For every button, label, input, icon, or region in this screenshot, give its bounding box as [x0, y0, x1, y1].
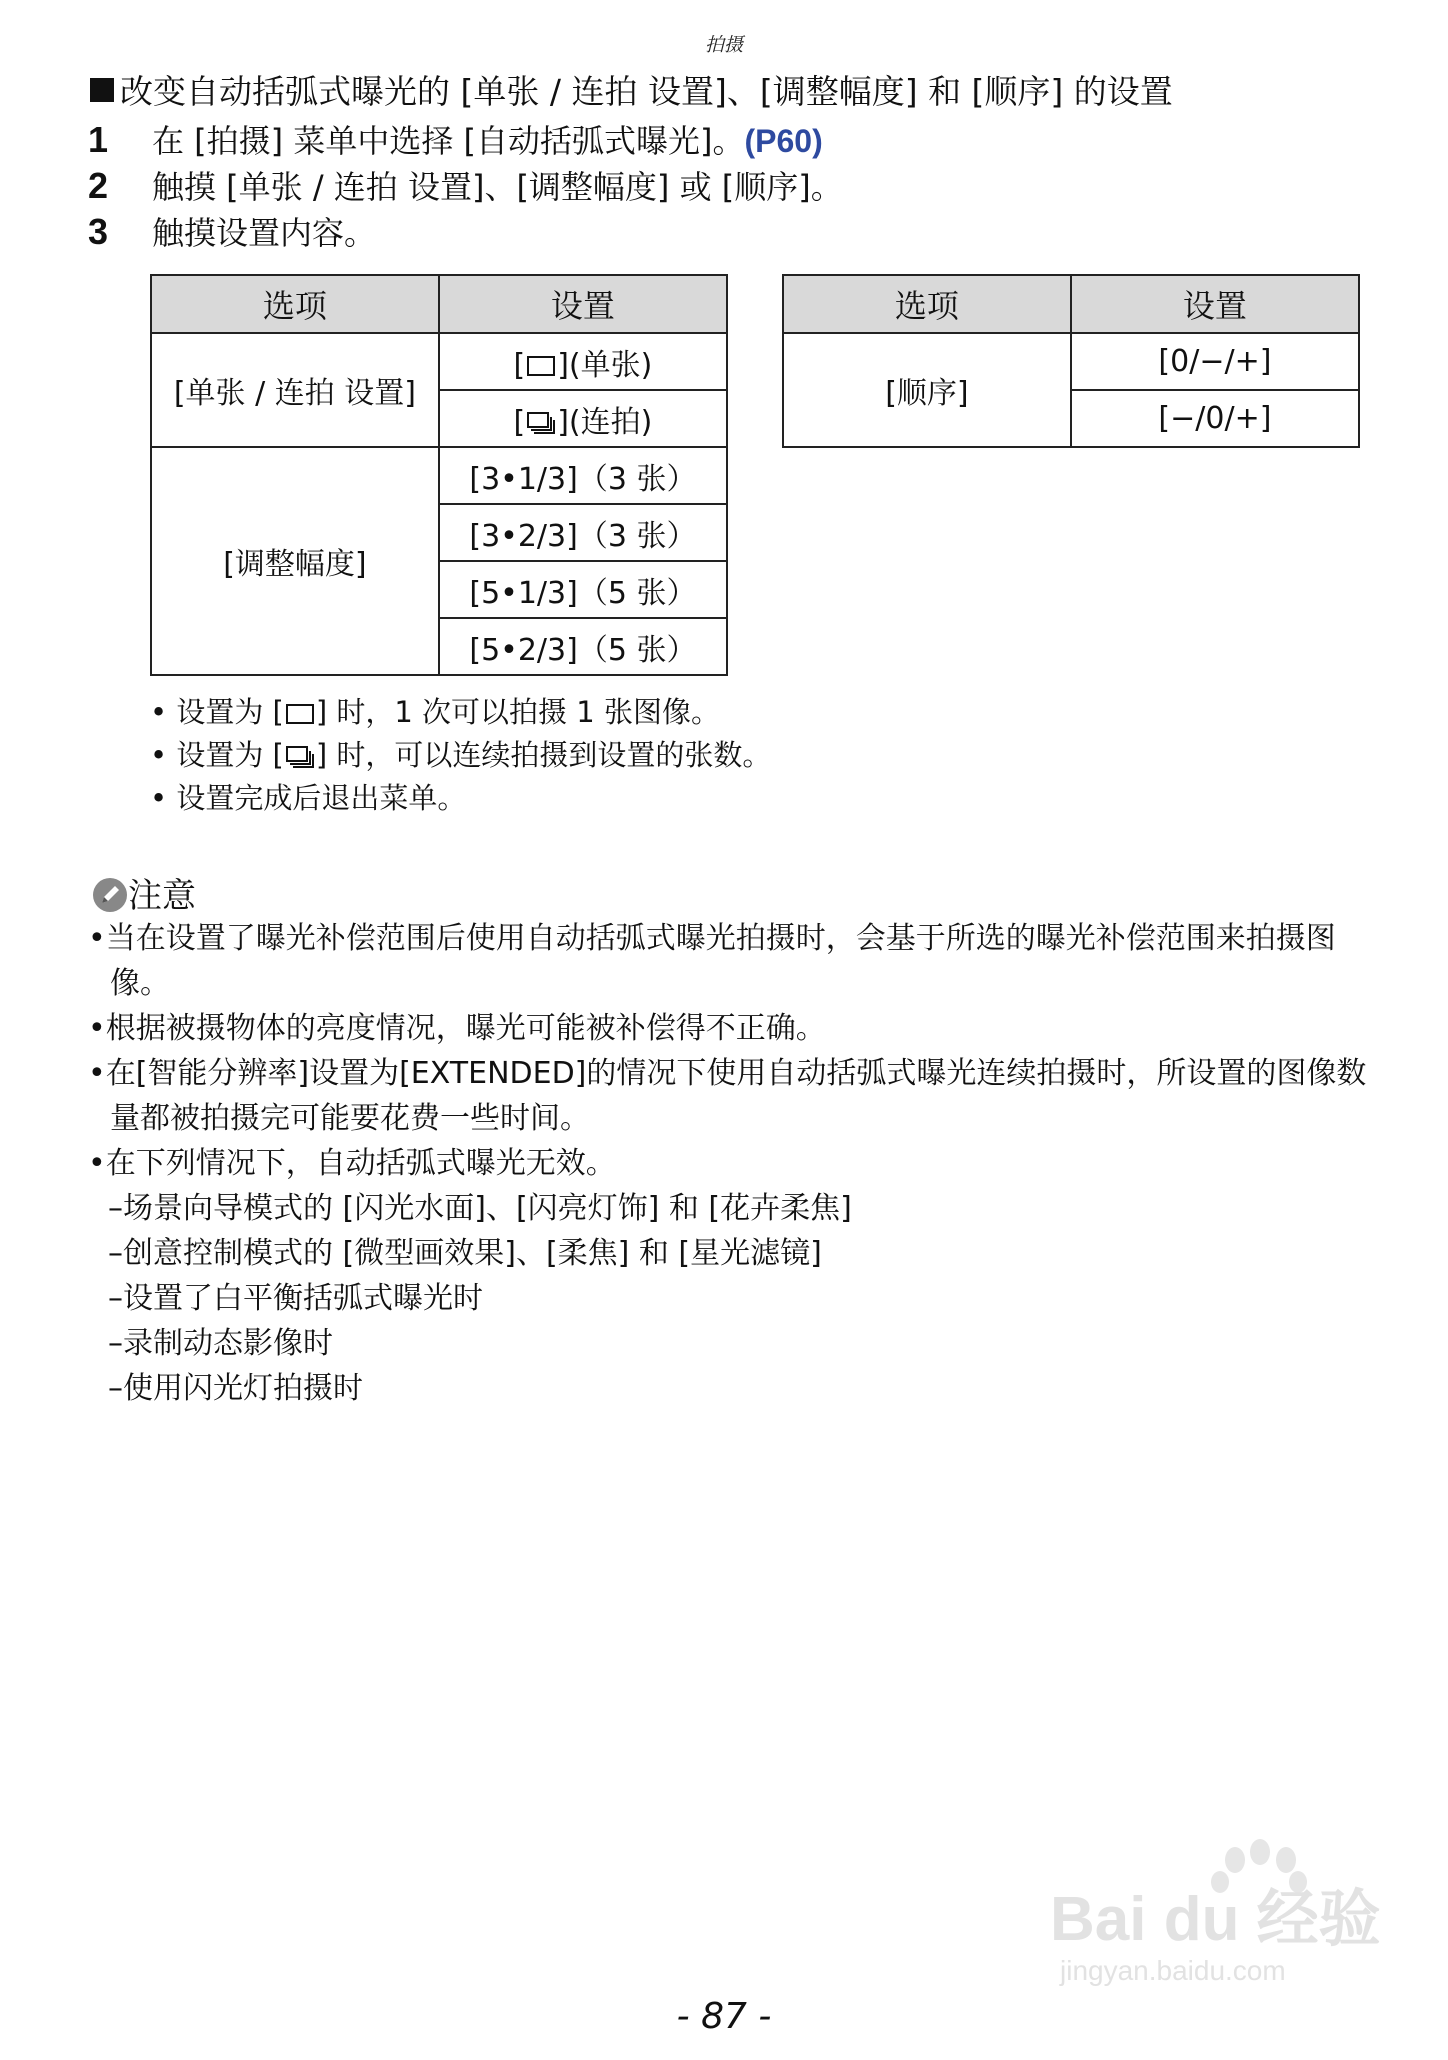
baidu-paw-logo-icon — [1040, 1830, 1380, 1990]
table-row — [783, 333, 1359, 390]
baidu-watermark — [1040, 1830, 1380, 1994]
table-header-setting: 设置 — [1071, 275, 1359, 333]
list-item: •在[智能分辨率]设置为[EXTENDED]的情况下使用自动括弧式曝光连续拍摄时，所设置的图像数量都被拍摄完可能要花费一些时间。 — [88, 1056, 1367, 1136]
settings-table-right — [782, 274, 1360, 448]
running-head: 拍摄 — [704, 34, 743, 56]
step-3 — [88, 208, 376, 254]
setting-cell: [ ](单张) — [439, 333, 727, 390]
tip-text: • 设置为 [ — [150, 695, 284, 729]
table-row — [151, 333, 727, 390]
step-text: 在 [拍摄] 菜单中选择 [自动括弧式曝光]。 — [152, 122, 745, 160]
step-text: 触摸 [单张 / 连拍 设置]、[调整幅度] 或 [顺序]。 — [152, 168, 843, 206]
table-row — [151, 447, 727, 504]
single-shot-icon — [527, 356, 555, 376]
list-item — [150, 734, 771, 777]
single-shot-icon — [286, 704, 314, 724]
list-item: •当在设置了曝光补偿范围后使用自动括弧式曝光拍摄时，会基于所选的曝光补偿范围来拍摄图像。 — [88, 921, 1336, 1001]
notes-list — [88, 916, 1388, 1411]
tips-list — [150, 691, 771, 820]
list-item: •在下列情况下，自动括弧式曝光无效。 — [88, 1146, 616, 1181]
section-title-text: 改变自动括弧式曝光的 [单张 / 连拍 设置]、[调整幅度] 和 [顺序] 的设置 — [120, 72, 1173, 111]
step-number: 2 — [88, 165, 109, 206]
svg-text:jingyan.baidu.com: jingyan.baidu.com — [1060, 1955, 1286, 1986]
list-item — [150, 691, 771, 734]
pencil-note-icon — [92, 877, 128, 913]
burst-shot-icon — [286, 746, 314, 768]
setting-cell: [0/−/+] — [1071, 333, 1359, 390]
step-text: 触摸设置内容。 — [152, 214, 377, 252]
sub-list-item: –设置了白平衡括弧式曝光时 — [108, 1281, 483, 1316]
step-number: 3 — [88, 211, 109, 252]
page-reference-link[interactable]: (P60) — [744, 123, 823, 159]
square-bullet-icon — [90, 78, 114, 102]
sub-list-item: –场景向导模式的 [闪光水面]、[闪亮灯饰] 和 [花卉柔焦] — [108, 1191, 852, 1226]
step-number: 1 — [88, 119, 109, 160]
setting-cell: [3•2/3]（3 张） — [439, 504, 727, 561]
step-1 — [88, 116, 823, 162]
section-title — [90, 66, 1173, 113]
table-header-option: 选项 — [151, 275, 439, 333]
sub-list-item: –使用闪光灯拍摄时 — [108, 1371, 363, 1406]
sub-list-item: –创意控制模式的 [微型画效果]、[柔焦] 和 [星光滤镜] — [108, 1236, 822, 1271]
notes-heading-text: 注意 — [128, 876, 196, 916]
setting-cell: [5•2/3]（5 张） — [439, 618, 727, 675]
tip-text: ] 时，1 次可以拍摄 1 张图像。 — [315, 695, 720, 729]
setting-label: (单张) — [568, 347, 653, 383]
step-2 — [88, 162, 843, 208]
list-item: •根据被摄物体的亮度情况，曝光可能被补偿得不正确。 — [88, 1011, 826, 1046]
tip-text: • 设置为 [ — [150, 738, 284, 772]
option-cell: [顺序] — [783, 333, 1071, 447]
setting-cell: [3•1/3]（3 张） — [439, 447, 727, 504]
setting-cell: [−/0/+] — [1071, 390, 1359, 447]
notes-heading — [92, 868, 196, 917]
setting-label: (连拍) — [568, 404, 653, 440]
page-number: - 87 - — [676, 1996, 772, 2037]
setting-cell: [5•1/3]（5 张） — [439, 561, 727, 618]
list-item: • 设置完成后退出菜单。 — [150, 781, 467, 815]
sub-list-item: –录制动态影像时 — [108, 1326, 333, 1361]
svg-text:Bai du 经验: Bai du 经验 — [1050, 1885, 1380, 1954]
table-header-setting: 设置 — [439, 275, 727, 333]
table-header-option: 选项 — [783, 275, 1071, 333]
burst-shot-icon — [527, 412, 555, 434]
settings-table-left — [150, 274, 728, 676]
option-cell: [调整幅度] — [151, 447, 439, 675]
tip-text: ] 时，可以连续拍摄到设置的张数。 — [315, 738, 772, 772]
setting-cell: [ ](连拍) — [439, 390, 727, 447]
option-cell: [单张 / 连拍 设置] — [151, 333, 439, 447]
